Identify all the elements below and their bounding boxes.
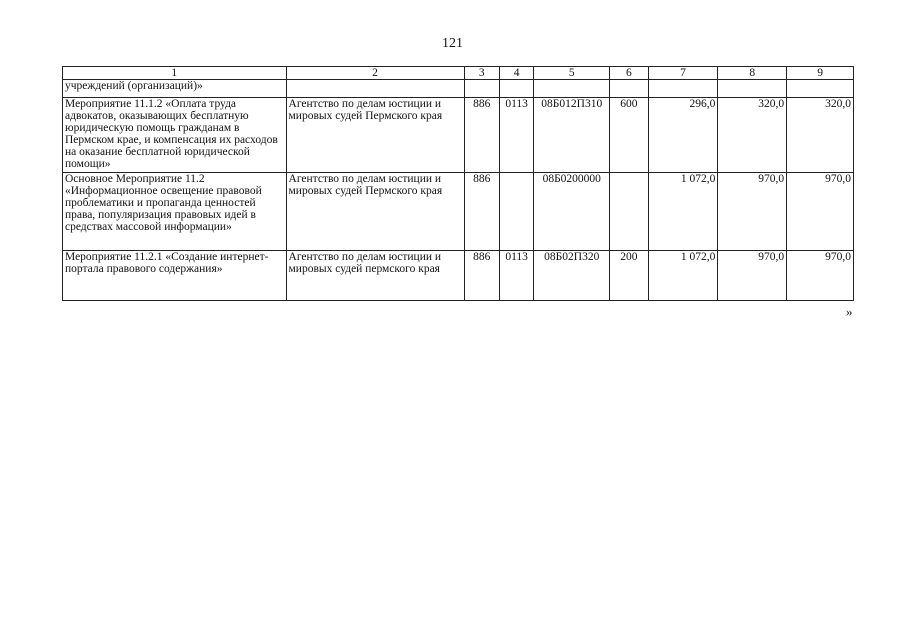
table-row: [63, 251, 854, 301]
amount-cell-7: 296,0: [648, 98, 718, 173]
table-cell: [718, 80, 787, 98]
section-code-cell: 0113: [499, 251, 533, 301]
table-cell: [787, 80, 854, 98]
header-cell-9: 9: [787, 67, 854, 80]
page-number: 121: [442, 36, 463, 51]
continuation-row: [63, 80, 854, 98]
responsible-agency: Агентство по делам юстиции и мировых судей Пермского края: [286, 98, 464, 173]
header-cell-4: 4: [499, 67, 533, 80]
code-cell: 886: [464, 251, 499, 301]
header-cell-7: 7: [648, 67, 718, 80]
budget-table: [62, 66, 854, 301]
target-code-cell: 08Б0200000: [534, 173, 610, 251]
event-name: Мероприятие 11.2.1 «Создание интернет-портала правового содержания»: [63, 251, 287, 301]
amount-cell-9: 320,0: [787, 98, 854, 173]
amount-cell-8: 320,0: [718, 98, 787, 173]
event-name: Мероприятие 11.1.2 «Оплата труда адвокатов, оказывающих бесплатную юридическую помощь гражданам в Пермском крае, и компенсация их расходов на оказание бесплатной юридической помощи»: [63, 98, 287, 173]
code-cell: 886: [464, 98, 499, 173]
header-cell-5: 5: [534, 67, 610, 80]
responsible-agency: Агентство по делам юстиции и мировых судей Пермского края: [286, 173, 464, 251]
table-cell: [464, 80, 499, 98]
section-code-cell: [499, 173, 533, 251]
header-cell-6: 6: [610, 67, 648, 80]
table-row: [63, 173, 854, 251]
event-name: Основное Мероприятие 11.2 «Информационное освещение правовой проблематики и пропаганда ценностей права, популяризация правовых идей в средствах массовой информации»: [63, 173, 287, 251]
header-row: [63, 67, 854, 80]
amount-cell-9: 970,0: [787, 173, 854, 251]
table-cell: [499, 80, 533, 98]
header-cell-8: 8: [718, 67, 787, 80]
amount-cell-7: 1 072,0: [648, 251, 718, 301]
code-cell: 886: [464, 173, 499, 251]
table-cell: [286, 80, 464, 98]
section-code-cell: 0113: [499, 98, 533, 173]
table-cell: [534, 80, 610, 98]
expense-type-cell: 200: [610, 251, 648, 301]
header-cell-2: 2: [286, 67, 464, 80]
expense-type-cell: [610, 173, 648, 251]
expense-type-cell: 600: [610, 98, 648, 173]
responsible-agency: Агентство по делам юстиции и мировых судей пермского края: [286, 251, 464, 301]
table-cell: [648, 80, 718, 98]
amount-cell-8: 970,0: [718, 173, 787, 251]
header-cell-3: 3: [464, 67, 499, 80]
amount-cell-7: 1 072,0: [648, 173, 718, 251]
table-cell: [610, 80, 648, 98]
closing-quote-mark: »: [846, 304, 853, 319]
amount-cell-8: 970,0: [718, 251, 787, 301]
target-code-cell: 08Б02П320: [534, 251, 610, 301]
header-cell-1: 1: [63, 67, 287, 80]
target-code-cell: 08Б012П310: [534, 98, 610, 173]
continuation-text: учреждений (организаций)»: [63, 80, 287, 98]
table-row: [63, 98, 854, 173]
amount-cell-9: 970,0: [787, 251, 854, 301]
